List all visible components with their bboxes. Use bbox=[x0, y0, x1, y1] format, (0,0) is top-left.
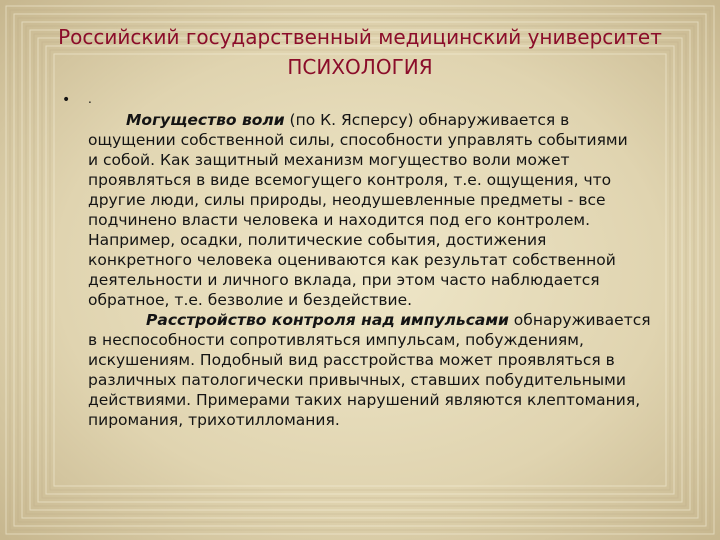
paragraph-line: Расстройство контроля над импульсами обнаруживается bbox=[146, 311, 651, 329]
paragraph-line: конкретного человека оцениваются как результат собственной bbox=[88, 251, 616, 269]
paragraph-impulse-control bbox=[88, 310, 651, 430]
term-willpower: Могущество воли bbox=[126, 111, 285, 129]
paragraph-line: различных патологически привычных, ставших побудительными bbox=[88, 371, 626, 389]
paragraph-line: в неспособности сопротивляться импульсам, побуждениям, bbox=[88, 331, 584, 349]
paragraph-line: обратное, т.е. безволие и бездействие. bbox=[88, 291, 413, 309]
bullet-item bbox=[62, 92, 662, 430]
paragraph-line: действиями. Примерами таких нарушений являются клептомания, bbox=[88, 391, 641, 409]
slide-content bbox=[62, 92, 662, 430]
slide-title bbox=[0, 22, 720, 82]
paragraph-line: пиромания, трихотилломания. bbox=[88, 411, 340, 429]
bullet-icon: • bbox=[62, 92, 71, 108]
paragraph-line: Могущество воли (по К. Ясперсу) обнаруживается в bbox=[126, 111, 570, 129]
paragraph-line: другие люди, силы природы, неодушевленные предметы - все bbox=[88, 191, 606, 209]
paragraph-line: и собой. Как защитный механизм могущество воли может bbox=[88, 151, 570, 169]
paragraph-line: подчинено власти человека и находится под его контролем. bbox=[88, 211, 591, 229]
dot-marker: . bbox=[88, 92, 92, 106]
paragraph-line: ощущении собственной силы, способности управлять событиями bbox=[88, 131, 628, 149]
paragraph-line: искушениям. Подобный вид расстройства может проявляться в bbox=[88, 351, 615, 369]
bullet-body bbox=[88, 92, 651, 430]
paragraph-line: Например, осадки, политические события, достижения bbox=[88, 231, 547, 249]
paragraph-line: деятельности и личного вклада, при этом часто наблюдается bbox=[88, 271, 600, 289]
paragraph-willpower bbox=[88, 110, 651, 310]
university-name: Российский государственный медицинский университет bbox=[58, 25, 662, 49]
subject-title: ПСИХОЛОГИЯ bbox=[287, 55, 433, 79]
term-impulse-control: Расстройство контроля над импульсами bbox=[146, 311, 509, 329]
paragraph-line: проявляться в виде всемогущего контроля, т.е. ощущения, что bbox=[88, 171, 612, 189]
